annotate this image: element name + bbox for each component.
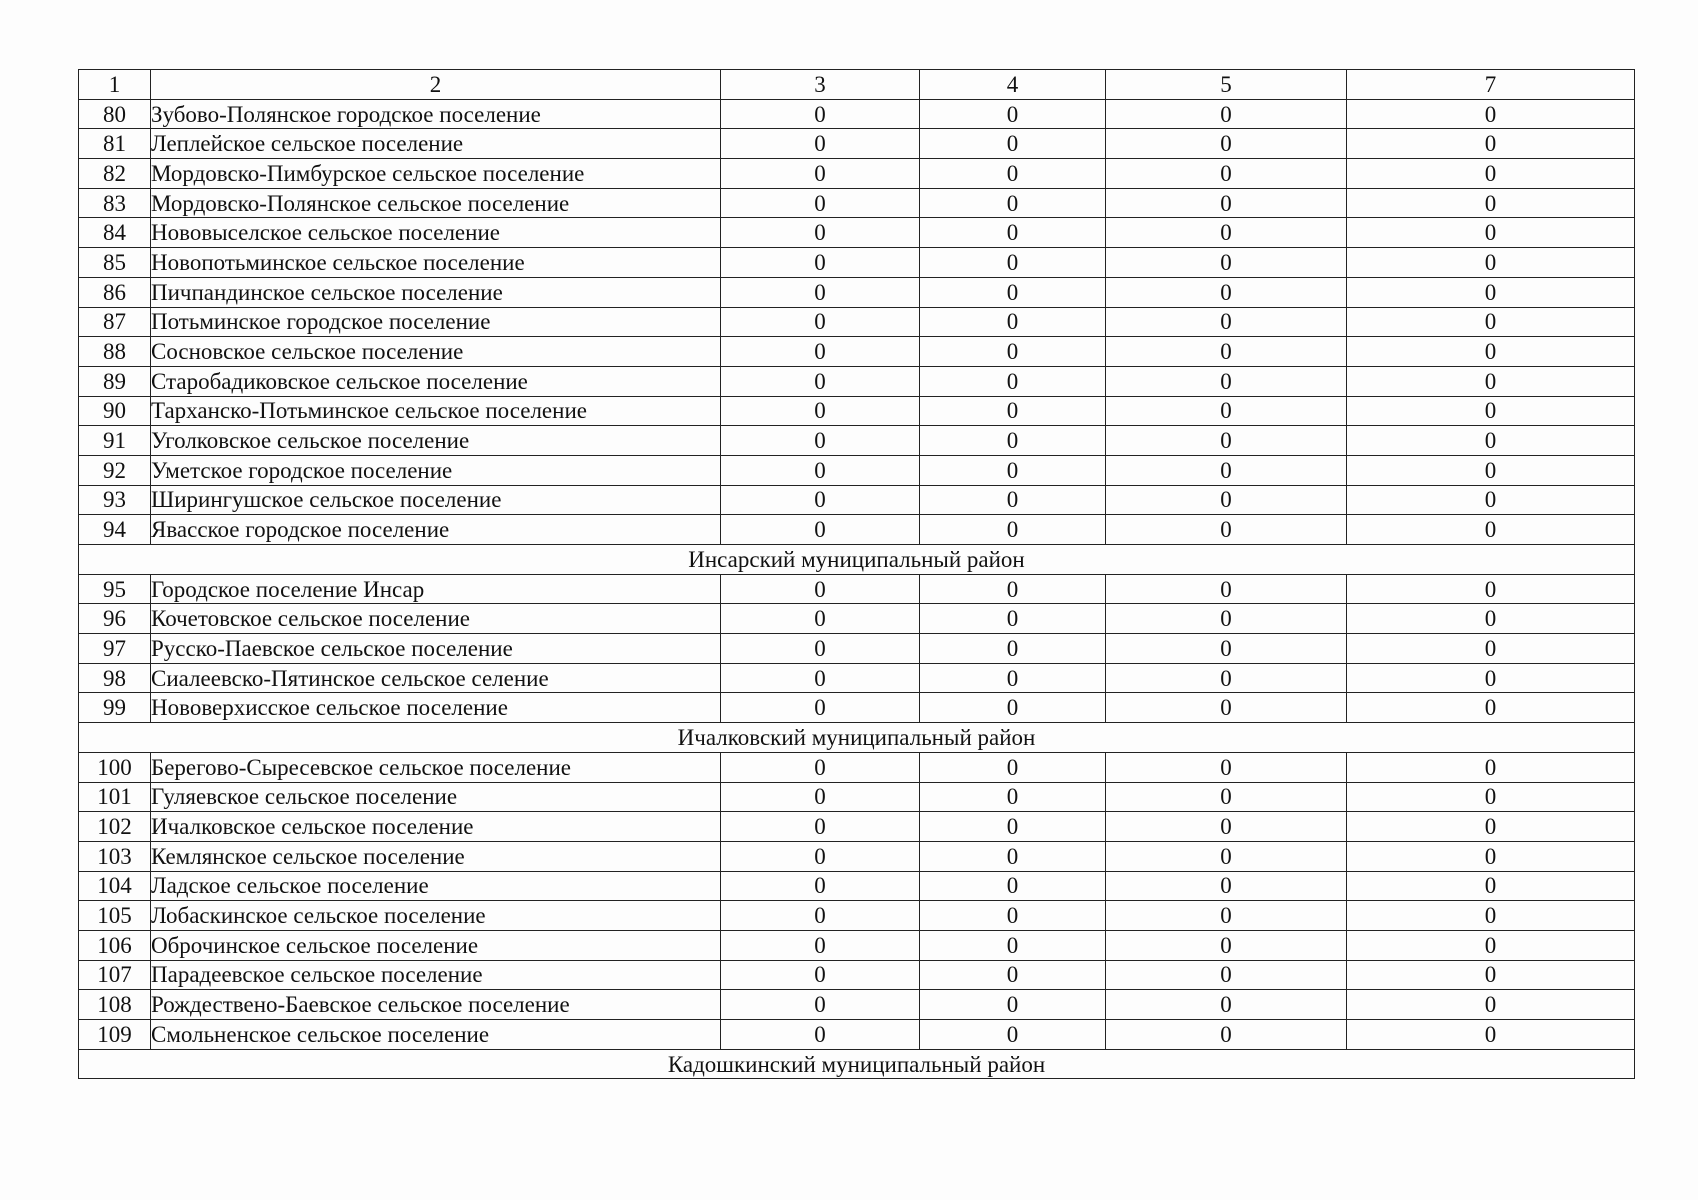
- col-7-value: 0: [1347, 188, 1635, 218]
- col-3-value: 0: [721, 663, 920, 693]
- section-title: Инсарский муниципальный район: [79, 545, 1635, 575]
- col-7-value: 0: [1347, 901, 1635, 931]
- table-row: [79, 634, 1635, 664]
- table-body: [79, 70, 1635, 1079]
- col-4-value: 0: [920, 841, 1106, 871]
- col-7-value: 0: [1347, 812, 1635, 842]
- col-7-value: 0: [1347, 485, 1635, 515]
- settlement-name: Парадеевское сельское поселение: [151, 960, 721, 990]
- col-7-value: 0: [1347, 752, 1635, 782]
- table-row: [79, 693, 1635, 723]
- col-5-value: 0: [1106, 663, 1347, 693]
- settlement-name: Мордовско-Полянское сельское поселение: [151, 188, 721, 218]
- settlement-name: Русско-Паевское сельское поселение: [151, 634, 721, 664]
- settlement-name: Берегово-Сыресевское сельское поселение: [151, 752, 721, 782]
- col-3-value: 0: [721, 574, 920, 604]
- col-3-value: 0: [721, 129, 920, 159]
- row-number: 106: [79, 930, 151, 960]
- col-4-value: 0: [920, 960, 1106, 990]
- row-number: 94: [79, 515, 151, 545]
- col-7-value: 0: [1347, 218, 1635, 248]
- table-row: [79, 159, 1635, 189]
- col-7-value: 0: [1347, 337, 1635, 367]
- table-row: [79, 960, 1635, 990]
- col-5-value: 0: [1106, 930, 1347, 960]
- row-number: 81: [79, 129, 151, 159]
- data-table: [78, 69, 1635, 1079]
- col-4-value: 0: [920, 752, 1106, 782]
- row-number: 89: [79, 366, 151, 396]
- header-cell-3: 3: [721, 70, 920, 100]
- table-row: [79, 337, 1635, 367]
- col-4-value: 0: [920, 277, 1106, 307]
- col-7-value: 0: [1347, 960, 1635, 990]
- section-header-row: [79, 545, 1635, 575]
- col-4-value: 0: [920, 159, 1106, 189]
- col-7-value: 0: [1347, 99, 1635, 129]
- col-4-value: 0: [920, 129, 1106, 159]
- col-3-value: 0: [721, 426, 920, 456]
- settlement-name: Зубово-Полянское городское поселение: [151, 99, 721, 129]
- table-row: [79, 485, 1635, 515]
- table-row: [79, 752, 1635, 782]
- row-number: 90: [79, 396, 151, 426]
- table-row: [79, 248, 1635, 278]
- table-row: [79, 277, 1635, 307]
- settlement-name: Пичпандинское сельское поселение: [151, 277, 721, 307]
- table-row: [79, 1020, 1635, 1050]
- col-7-value: 0: [1347, 515, 1635, 545]
- col-7-value: 0: [1347, 396, 1635, 426]
- col-5-value: 0: [1106, 129, 1347, 159]
- col-4-value: 0: [920, 812, 1106, 842]
- row-number: 91: [79, 426, 151, 456]
- col-3-value: 0: [721, 99, 920, 129]
- row-number: 82: [79, 159, 151, 189]
- header-cell-2: 2: [151, 70, 721, 100]
- row-number: 86: [79, 277, 151, 307]
- row-number: 109: [79, 1020, 151, 1050]
- col-3-value: 0: [721, 277, 920, 307]
- settlement-name: Леплейское сельское поселение: [151, 129, 721, 159]
- row-number: 93: [79, 485, 151, 515]
- col-5-value: 0: [1106, 901, 1347, 931]
- row-number: 96: [79, 604, 151, 634]
- col-7-value: 0: [1347, 782, 1635, 812]
- col-5-value: 0: [1106, 752, 1347, 782]
- col-3-value: 0: [721, 604, 920, 634]
- col-5-value: 0: [1106, 159, 1347, 189]
- col-7-value: 0: [1347, 990, 1635, 1020]
- col-5-value: 0: [1106, 277, 1347, 307]
- table-row: [79, 99, 1635, 129]
- table-row: [79, 812, 1635, 842]
- col-4-value: 0: [920, 930, 1106, 960]
- col-4-value: 0: [920, 426, 1106, 456]
- col-4-value: 0: [920, 693, 1106, 723]
- row-number: 105: [79, 901, 151, 931]
- settlement-name: Новопотьминское сельское поселение: [151, 248, 721, 278]
- col-3-value: 0: [721, 782, 920, 812]
- settlement-name: Сиалеевско-Пятинское сельское селение: [151, 663, 721, 693]
- col-5-value: 0: [1106, 188, 1347, 218]
- settlement-name: Рождествено-Баевское сельское поселение: [151, 990, 721, 1020]
- col-5-value: 0: [1106, 515, 1347, 545]
- table-row: [79, 574, 1635, 604]
- table-row: [79, 188, 1635, 218]
- col-3-value: 0: [721, 396, 920, 426]
- table-row: [79, 218, 1635, 248]
- col-3-value: 0: [721, 871, 920, 901]
- col-3-value: 0: [721, 752, 920, 782]
- col-3-value: 0: [721, 159, 920, 189]
- col-7-value: 0: [1347, 426, 1635, 456]
- col-7-value: 0: [1347, 159, 1635, 189]
- row-number: 102: [79, 812, 151, 842]
- col-4-value: 0: [920, 663, 1106, 693]
- table-row: [79, 901, 1635, 931]
- row-number: 84: [79, 218, 151, 248]
- col-3-value: 0: [721, 960, 920, 990]
- col-7-value: 0: [1347, 248, 1635, 278]
- table-row: [79, 396, 1635, 426]
- col-3-value: 0: [721, 930, 920, 960]
- col-4-value: 0: [920, 337, 1106, 367]
- table-row: [79, 366, 1635, 396]
- col-4-value: 0: [920, 248, 1106, 278]
- col-4-value: 0: [920, 990, 1106, 1020]
- col-7-value: 0: [1347, 455, 1635, 485]
- table-row: [79, 930, 1635, 960]
- col-5-value: 0: [1106, 426, 1347, 456]
- col-5-value: 0: [1106, 604, 1347, 634]
- col-5-value: 0: [1106, 218, 1347, 248]
- col-4-value: 0: [920, 188, 1106, 218]
- col-3-value: 0: [721, 812, 920, 842]
- header-cell-4: 4: [920, 70, 1106, 100]
- col-3-value: 0: [721, 841, 920, 871]
- row-number: 108: [79, 990, 151, 1020]
- col-5-value: 0: [1106, 812, 1347, 842]
- table-row: [79, 841, 1635, 871]
- col-5-value: 0: [1106, 634, 1347, 664]
- section-title: Ичалковский муниципальный район: [79, 723, 1635, 753]
- settlement-name: Лобаскинское сельское поселение: [151, 901, 721, 931]
- section-title: Кадошкинский муниципальный район: [79, 1049, 1635, 1079]
- col-7-value: 0: [1347, 366, 1635, 396]
- row-number: 95: [79, 574, 151, 604]
- col-3-value: 0: [721, 188, 920, 218]
- row-number: 87: [79, 307, 151, 337]
- col-7-value: 0: [1347, 693, 1635, 723]
- col-7-value: 0: [1347, 277, 1635, 307]
- row-number: 100: [79, 752, 151, 782]
- settlement-name: Тарханско-Потьминское сельское поселение: [151, 396, 721, 426]
- col-4-value: 0: [920, 604, 1106, 634]
- col-5-value: 0: [1106, 337, 1347, 367]
- table-row: [79, 990, 1635, 1020]
- col-3-value: 0: [721, 901, 920, 931]
- col-4-value: 0: [920, 901, 1106, 931]
- row-number: 107: [79, 960, 151, 990]
- col-3-value: 0: [721, 693, 920, 723]
- col-5-value: 0: [1106, 782, 1347, 812]
- col-7-value: 0: [1347, 871, 1635, 901]
- header-cell-7: 7: [1347, 70, 1635, 100]
- col-5-value: 0: [1106, 990, 1347, 1020]
- col-7-value: 0: [1347, 129, 1635, 159]
- settlement-name: Кочетовское сельское поселение: [151, 604, 721, 634]
- settlement-name: Гуляевское сельское поселение: [151, 782, 721, 812]
- settlement-name: Нововерхисское сельское поселение: [151, 693, 721, 723]
- settlement-name: Нововыселское сельское поселение: [151, 218, 721, 248]
- table-row: [79, 604, 1635, 634]
- col-5-value: 0: [1106, 693, 1347, 723]
- col-5-value: 0: [1106, 841, 1347, 871]
- section-header-row: [79, 1049, 1635, 1079]
- settlement-name: Мордовско-Пимбурское сельское поселение: [151, 159, 721, 189]
- row-number: 83: [79, 188, 151, 218]
- col-7-value: 0: [1347, 604, 1635, 634]
- col-5-value: 0: [1106, 485, 1347, 515]
- settlement-name: Явасское городское поселение: [151, 515, 721, 545]
- col-4-value: 0: [920, 366, 1106, 396]
- header-cell-1: 1: [79, 70, 151, 100]
- row-number: 99: [79, 693, 151, 723]
- col-7-value: 0: [1347, 634, 1635, 664]
- settlement-name: Ичалковское сельское поселение: [151, 812, 721, 842]
- settlement-name: Сосновское сельское поселение: [151, 337, 721, 367]
- row-number: 98: [79, 663, 151, 693]
- table-header-row: [79, 70, 1635, 100]
- col-4-value: 0: [920, 574, 1106, 604]
- settlement-name: Ладское сельское поселение: [151, 871, 721, 901]
- table-row: [79, 307, 1635, 337]
- table-row: [79, 426, 1635, 456]
- col-3-value: 0: [721, 307, 920, 337]
- col-4-value: 0: [920, 1020, 1106, 1050]
- col-4-value: 0: [920, 485, 1106, 515]
- settlement-name: Ширингушское сельское поселение: [151, 485, 721, 515]
- col-4-value: 0: [920, 99, 1106, 129]
- col-4-value: 0: [920, 782, 1106, 812]
- section-header-row: [79, 723, 1635, 753]
- settlement-name: Потьминское городское поселение: [151, 307, 721, 337]
- row-number: 88: [79, 337, 151, 367]
- col-3-value: 0: [721, 485, 920, 515]
- col-7-value: 0: [1347, 307, 1635, 337]
- settlement-name: Оброчинское сельское поселение: [151, 930, 721, 960]
- col-3-value: 0: [721, 990, 920, 1020]
- col-7-value: 0: [1347, 841, 1635, 871]
- table-row: [79, 871, 1635, 901]
- header-cell-5: 5: [1106, 70, 1347, 100]
- col-3-value: 0: [721, 455, 920, 485]
- col-3-value: 0: [721, 1020, 920, 1050]
- row-number: 85: [79, 248, 151, 278]
- col-4-value: 0: [920, 307, 1106, 337]
- col-7-value: 0: [1347, 663, 1635, 693]
- col-4-value: 0: [920, 218, 1106, 248]
- table-row: [79, 663, 1635, 693]
- row-number: 80: [79, 99, 151, 129]
- settlement-name: Старобадиковское сельское поселение: [151, 366, 721, 396]
- col-5-value: 0: [1106, 396, 1347, 426]
- table-row: [79, 515, 1635, 545]
- col-3-value: 0: [721, 337, 920, 367]
- row-number: 101: [79, 782, 151, 812]
- table-row: [79, 782, 1635, 812]
- col-3-value: 0: [721, 515, 920, 545]
- col-5-value: 0: [1106, 960, 1347, 990]
- settlement-name: Уметское городское поселение: [151, 455, 721, 485]
- col-5-value: 0: [1106, 455, 1347, 485]
- col-5-value: 0: [1106, 366, 1347, 396]
- col-5-value: 0: [1106, 248, 1347, 278]
- settlement-name: Городское поселение Инсар: [151, 574, 721, 604]
- col-3-value: 0: [721, 634, 920, 664]
- settlement-name: Смольненское сельское поселение: [151, 1020, 721, 1050]
- col-3-value: 0: [721, 218, 920, 248]
- col-7-value: 0: [1347, 1020, 1635, 1050]
- col-4-value: 0: [920, 396, 1106, 426]
- row-number: 104: [79, 871, 151, 901]
- col-5-value: 0: [1106, 99, 1347, 129]
- col-7-value: 0: [1347, 574, 1635, 604]
- col-5-value: 0: [1106, 307, 1347, 337]
- col-5-value: 0: [1106, 574, 1347, 604]
- col-3-value: 0: [721, 248, 920, 278]
- table-row: [79, 455, 1635, 485]
- col-4-value: 0: [920, 455, 1106, 485]
- col-4-value: 0: [920, 871, 1106, 901]
- row-number: 103: [79, 841, 151, 871]
- row-number: 97: [79, 634, 151, 664]
- settlement-name: Уголковское сельское поселение: [151, 426, 721, 456]
- col-3-value: 0: [721, 366, 920, 396]
- col-5-value: 0: [1106, 871, 1347, 901]
- col-7-value: 0: [1347, 930, 1635, 960]
- settlement-name: Кемлянское сельское поселение: [151, 841, 721, 871]
- col-4-value: 0: [920, 634, 1106, 664]
- col-5-value: 0: [1106, 1020, 1347, 1050]
- row-number: 92: [79, 455, 151, 485]
- col-4-value: 0: [920, 515, 1106, 545]
- table-row: [79, 129, 1635, 159]
